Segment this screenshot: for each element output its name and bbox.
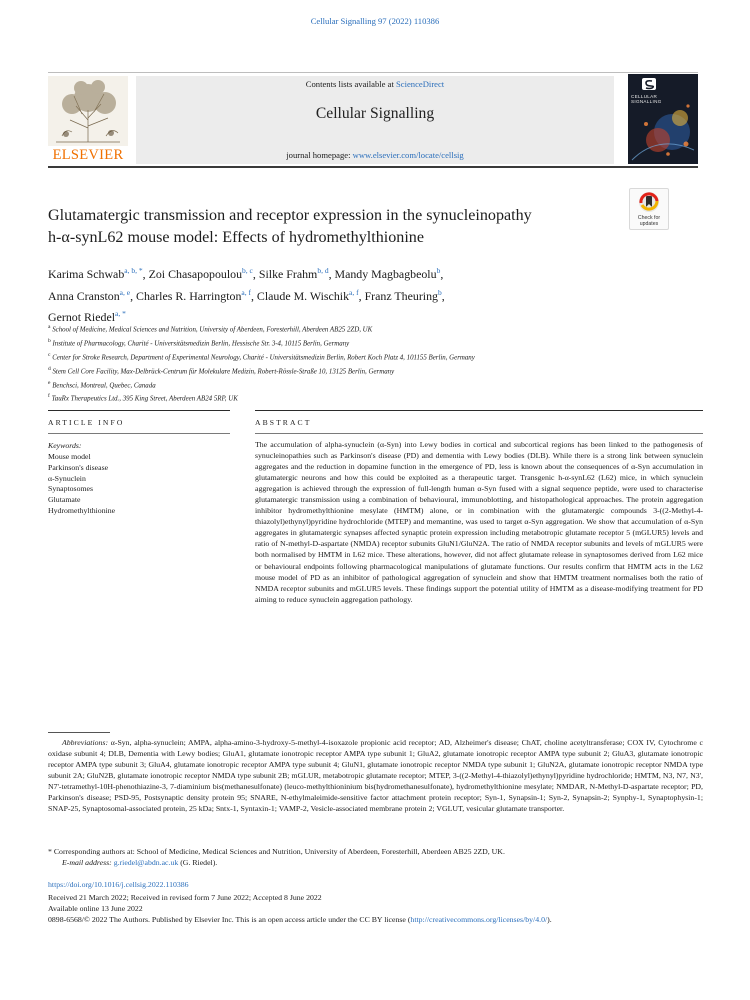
journal-citation[interactable]: Cellular Signalling 97 (2022) 110386 [310, 16, 440, 26]
license-link[interactable]: http://creativecommons.org/licenses/by/4.0/ [410, 915, 548, 925]
check-updates-label: Check for updates [637, 215, 661, 227]
article-info-bottom-rule [48, 433, 230, 434]
journal-masthead [136, 76, 614, 164]
author[interactable]: Charles R. Harrington$^{a, f}$ [136, 287, 251, 303]
keyword: Hydromethylthionine [48, 505, 116, 515]
abbreviations-label: Abbreviations: [62, 738, 109, 747]
article-title-line: Glutamatergic transmission and receptor expression in the synucleinopathy [48, 207, 532, 224]
contents-line [136, 79, 614, 89]
homepage-link[interactable]: www.elsevier.com/locate/cellsig [352, 150, 464, 160]
footnote-rule [48, 732, 110, 733]
keyword: Synaptosomes [48, 484, 94, 494]
affiliation: $^d$ Stem Cell Core Facility, Max-Delbrück-Centrum für Molekulare Medizin, Robert-Rössle-Straße 10, 13125 Berlin, Germany [48, 365, 395, 375]
author[interactable]: Mandy Magbagbeolu$^b$ [334, 266, 441, 281]
keyword: Glutamate [48, 495, 81, 505]
author[interactable]: Franz Theuring$^b$ [364, 287, 442, 303]
corresponding-author-note: * Corresponding authors at: School of Medicine, Medical Sciences and Nutrition, University of Aberdeen, Foresterhill, Aberdeen AB25 2ZD, UK. [48, 847, 505, 856]
author[interactable]: Karima Schwab$^{a, b, *}$ [48, 266, 143, 281]
author-list: Karima Schwab$^{a, b, *}$, Zoi Chasapopoulou$^{b, c}$, Silke Frahm$^{b, d}$, Mandy Magbagbeolu$^b$, Anna Cranston$^{a, e}$, Charles R. Harrington$^{a, f}$, Claude M. Wischik$^{a, f}$, Franz Theuring$^b$, Gernot Riedel$^{a, *}$ [48, 266, 445, 325]
article-info-top-rule [48, 410, 230, 411]
affiliation: $^b$ Institute of Pharmacology, Charité - Universitätsmedizin Berlin, Hessische Str. 3-4, 10115 Berlin, Germany [48, 337, 350, 348]
journal-name: Cellular Signalling [315, 105, 435, 122]
abstract-heading: ABSTRACT [255, 418, 312, 427]
masthead-bottom-rule [48, 166, 698, 168]
email-label: E-mail address: [62, 858, 112, 867]
affiliation-list [48, 322, 688, 405]
cover-title: CELLULAR SIGNALLING [631, 94, 662, 105]
homepage-prefix: journal homepage: [286, 150, 353, 160]
author[interactable]: Gernot Riedel$^{a, *}$ [48, 309, 126, 325]
received-dates: Received 21 March 2022; Received in revised form 7 June 2022; Accepted 8 June 2022 [48, 893, 322, 902]
keyword-list [48, 452, 228, 517]
sciencedirect-link[interactable]: ScienceDirect [396, 79, 445, 89]
elsevier-tree-icon [48, 76, 128, 146]
abbreviations-footnote [48, 737, 703, 814]
homepage-line [136, 150, 614, 160]
journal-cover[interactable] [628, 74, 698, 164]
publication-dates [48, 892, 703, 925]
author[interactable]: Claude M. Wischik$^{a, f}$ [256, 287, 359, 303]
author[interactable]: Anna Cranston$^{a, e}$ [48, 287, 131, 303]
email-suffix: (G. Riedel). [178, 858, 218, 867]
check-for-updates-badge[interactable] [629, 188, 669, 230]
email-line [62, 857, 702, 868]
abstract-text: The accumulation of alpha-synuclein (α-Syn) into Lewy bodies in cortical and subcortical regions has been linked to the pathogenesis of synucleinopathies such as Parkinson's disease (PD) and dementia with Lewy bodies (DLB). While there is a strong link between synuclein aggregates and the reduction in dopamine function in the emergence of PD, less is known about the consequences of α-Syn accumulation in glutamatergic neurons and how this could be exploited as a therapeutic target. Transgenic h-α-synL62 (L62) mice, in which synuclein aggregation is achieved through the expression of full-length human α-Syn fused with a signal sequence peptide, were used to characterise glutamatergic transmission using a combination of behavioural, immunoblotting, and histopathological approaches. The protein aggregation inhibitor hydromethylthionine mesylate (HMTM) alone, or in combination with the glutamatergic compounds 3-((2-Methyl-4-thiazolyl)ethynyl)pyridine hydrochloride (MTEP) and memantine, was used to target α-Syn aggregation. We show that accumulation of α-Syn aggregates in glutamatergic synapses affected synaptic protein expression including metabotropic glutamate receptor 5 (mGLUR5) levels and ratio of N-methyl-D-aspartate (NMDA) receptor subunits GluN1/GluN2A. The ratio of NMDA receptor subunits and levels of mGLUR5 were both normalised by HMTM in L62 mice. These alterations, however, did not affect glutamate release in synaptosomes derived from L62 mice or behavioural endpoints following pharmacological manipulations of glutamate functions. Our results confirm that HMTM acts in the L62 mouse model of PD as an inhibitor of pathological aggregation of synuclein and show that HMTM treatment normalises both the ratio of NMDA receptor subunits and mGLUR5 levels. These findings support the potential utility of HMTM as a disease-modifying treatment for PD aiming to reduce synuclein aggregation pathology. [255, 440, 703, 604]
affiliation: $^e$ Benchsci, Montreal, Quebec, Canada [48, 379, 156, 389]
publisher-wordmark: ELSEVIER [52, 147, 124, 163]
keyword: Mouse model [48, 452, 91, 461]
license-line: 0898-6568/© 2022 The Authors. Published by Elsevier Inc. This is an open access article under the CC BY license (http://creativecommons.org/licenses/by/4.0/). [48, 915, 552, 925]
article-title [48, 205, 628, 249]
cover-art-icon [628, 74, 698, 164]
affiliation: $^f$ TauRx Therapeutics Ltd., 395 King Street, Aberdeen AB24 5RP, UK [48, 393, 238, 403]
check-updates-icon [630, 189, 668, 215]
masthead-top-rule [48, 72, 698, 73]
article-title-line: h-α-synL62 mouse model: Effects of hydromethylthionine [48, 229, 424, 246]
abstract-bottom-rule [255, 433, 703, 434]
doi-link[interactable]: https://doi.org/10.1016/j.cellsig.2022.110386 [48, 880, 189, 889]
article-info-heading: ARTICLE INFO [48, 418, 125, 427]
keywords-label: Keywords: [48, 441, 82, 450]
affiliation: $^a$ School of Medicine, Medical Sciences and Nutrition, University of Aberdeen, Foresterhill, Aberdeen AB25 2ZD, UK [48, 324, 373, 334]
online-date: Available online 13 June 2022 [48, 904, 143, 914]
contents-prefix: Contents lists available at [305, 79, 396, 89]
keyword: Parkinson's disease [48, 462, 109, 472]
author[interactable]: Zoi Chasapopoulou$^{b, c}$ [148, 266, 253, 281]
author[interactable]: Silke Frahm$^{b, d}$ [258, 266, 329, 281]
affiliation: $^c$ Center for Stroke Research, Department of Experimental Neurology, Charité - Universitätsmedizin Berlin, Robert Koch Platz 4, 101155 Berlin, Germany [48, 351, 475, 362]
elsevier-logo[interactable] [48, 76, 128, 164]
abbreviations-text: α-Syn, alpha-synuclein; AMPA, alpha-amino-3-hydroxy-5-methyl-4-isoxazole propionic acid receptor; AD, Alzheimer's disease; ChAT, choline acetyltransferase; COX IV, Cytochrome c oxidase subunit 4; DLB, Dementia with Lewy bodies; GluA1, glutamate ionotropic receptor AMPA type subunit 1; GluA2, glutamate ionotropic receptor AMPA type subunit 2; GluA3, glutamate ionotropic receptor AMPA type subunit 3; GluA4, glutamate ionotropic receptor AMPA type subunit 4; GluN1, glutamate ionotropic receptor NMDA type subunit 1; GluN2A, glutamate ionotropic receptor NMDA type subunit 2A; GluN2B, glutamate ionotropic receptor NMDA type subunit 2B; mGLUR, metabotropic glutamate receptor; MTEP, 3-((2-Methyl-4-thiazolyl)ethynyl)pyridine hydrochloride; HMTM, N3, N7, N3', N7'-tetramethyl-10H-phenothiazine-3, 7-diaminium bis(methanesulfonate) (leuco-methylthioninium bis(hydromethanesulfonate), hydromethylthionine mesylate; NMDAR, N-Methyl-D-aspartate receptor; PD, Parkinson's disease; PSD-95, Postsynaptic density protein 95; SNARE, N-ethylmaleimide-sensitive factor attachment protein receptor; Syn-1, Synapsin-1; Syn-2, Synapsin-2; Synphy-1, Synaptophysin-1; SNAP-25, Synaptosomal-associated protein, 25 kDa; Sntx-1, Syntaxin-1; VAMP-2, Vesicle-associated membrane protein 2; VGLUT, vesicular glutamate transporter. [48, 738, 703, 814]
email-link[interactable]: g.riedel@abdn.ac.uk [113, 858, 179, 867]
keyword: α-Synuclein [48, 473, 86, 483]
abstract-top-rule [255, 410, 703, 411]
